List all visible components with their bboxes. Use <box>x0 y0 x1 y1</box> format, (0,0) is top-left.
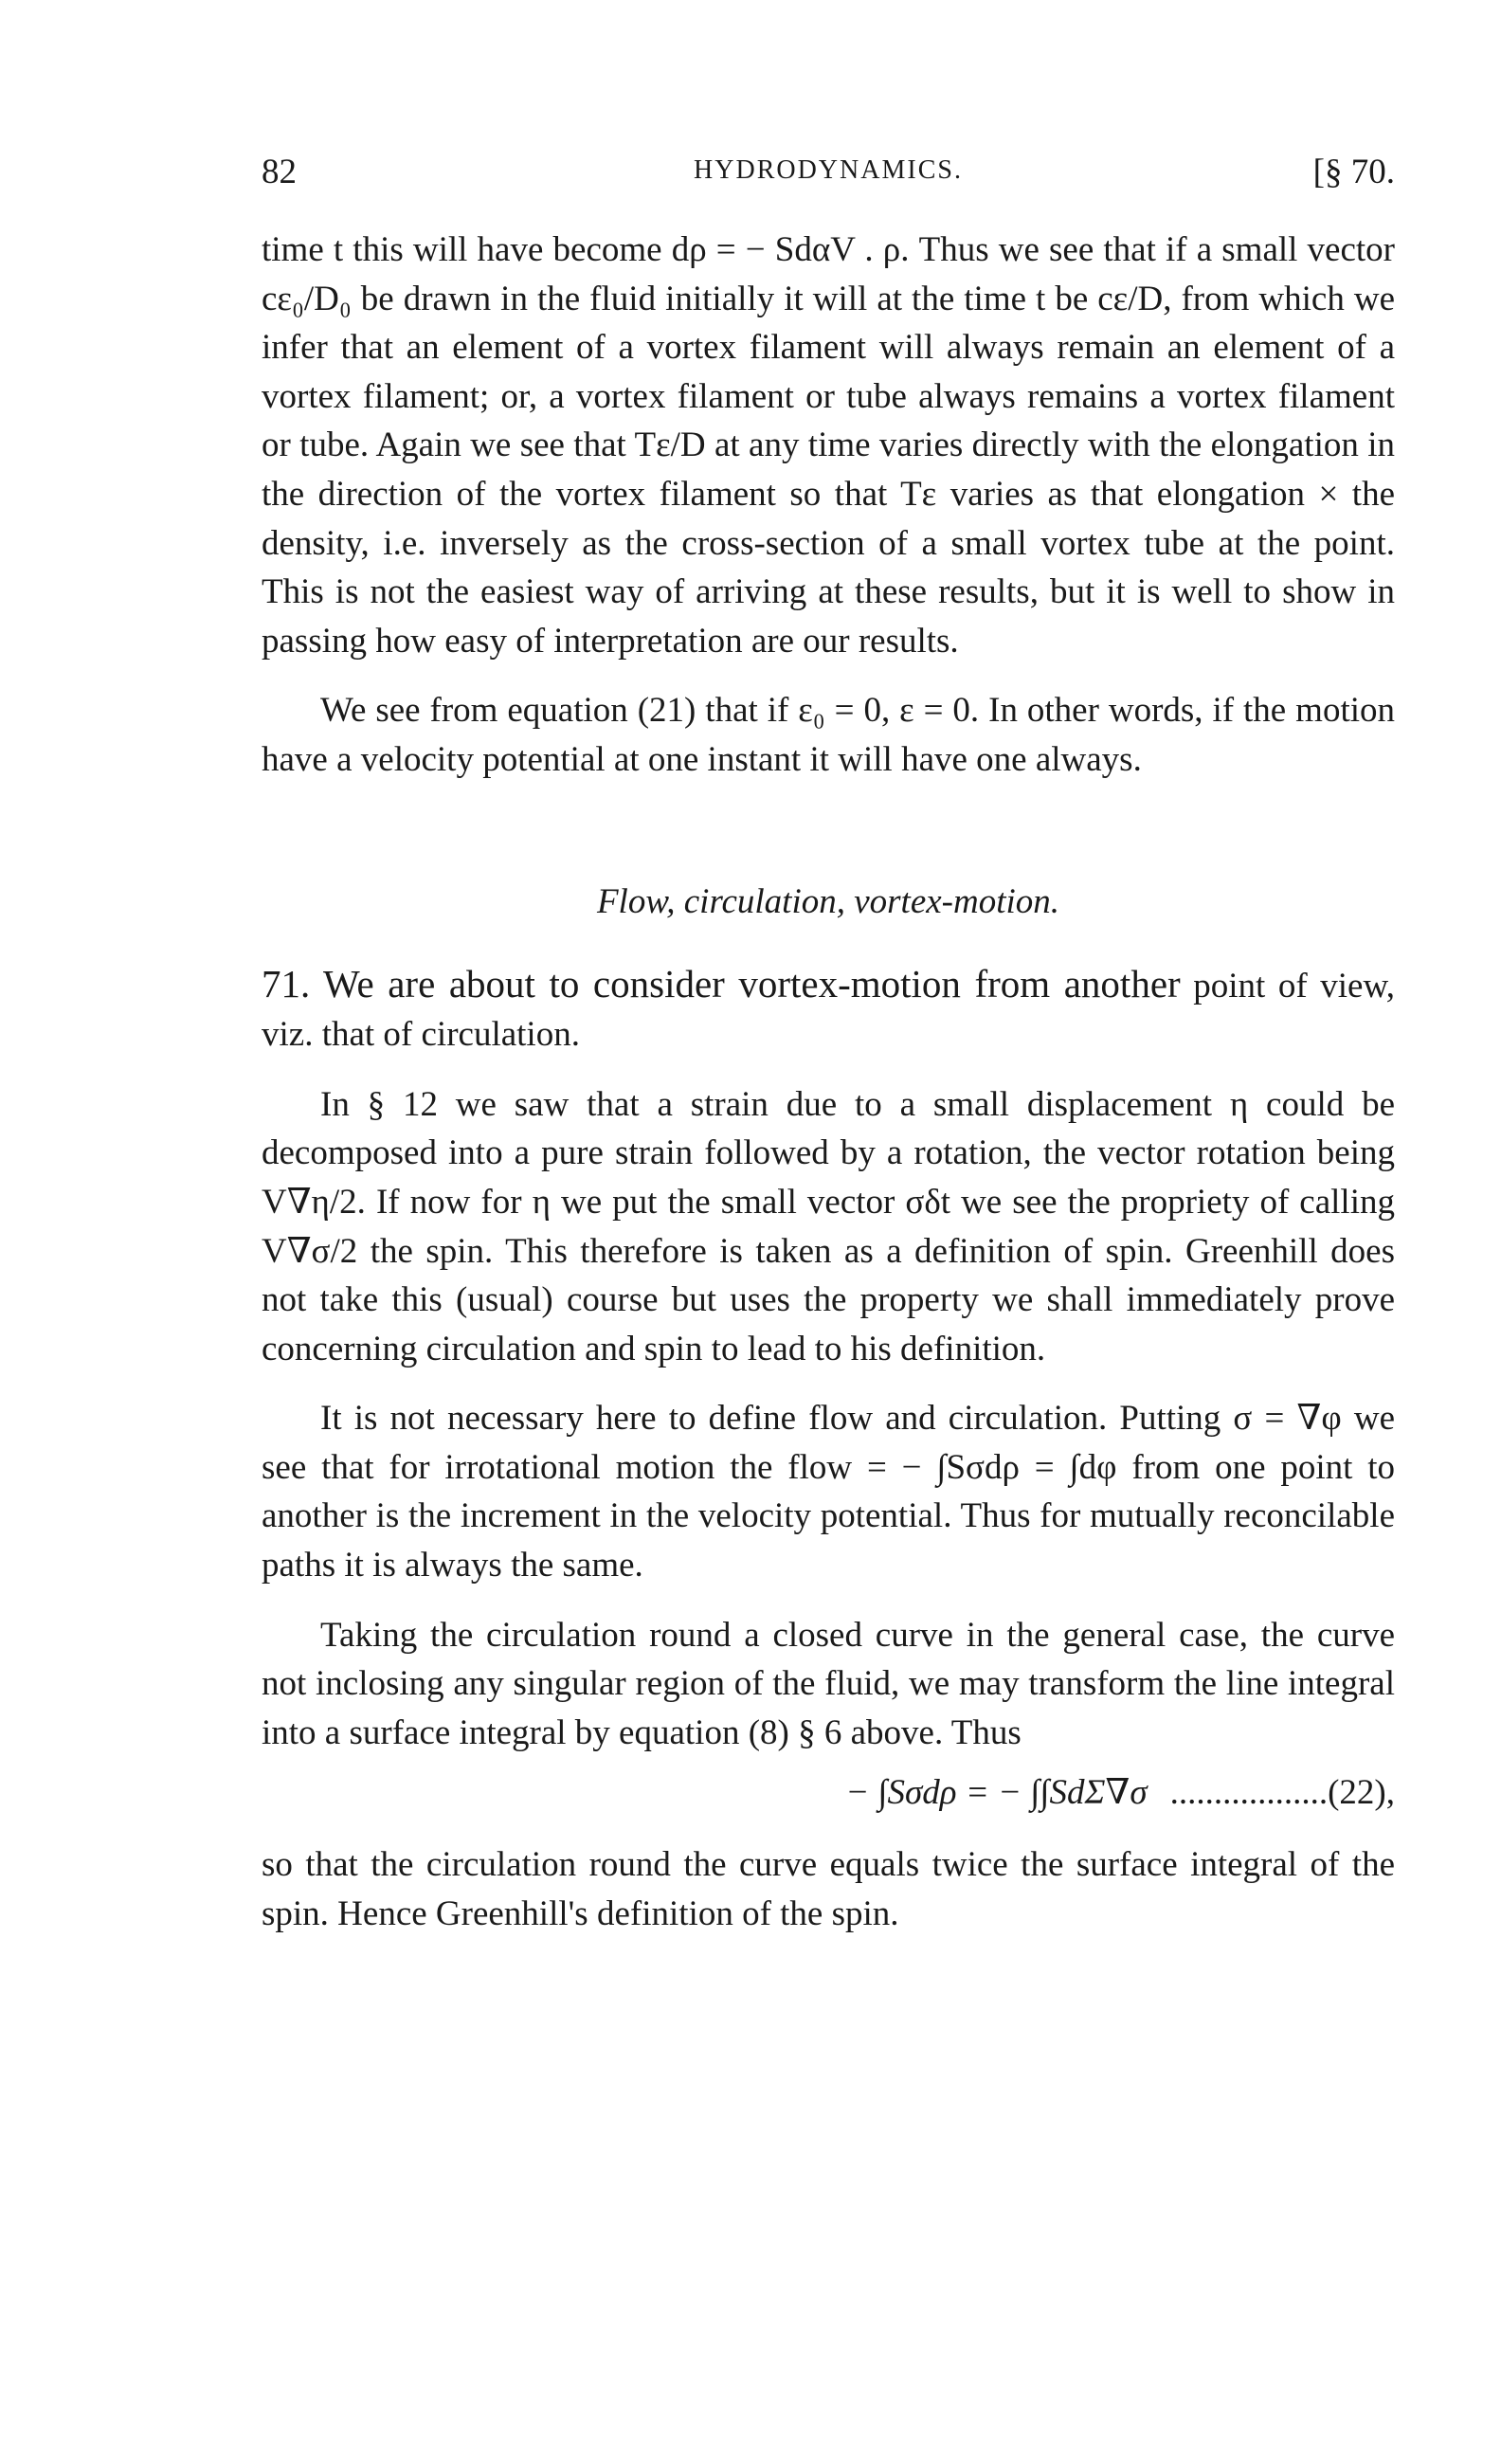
paragraph-velocity-potential: We see from equation (21) that if ε₀ = 0, ε = 0. In other words, if the motion have a velocity potential at one instant it will have one always. <box>262 691 1395 779</box>
header-title: HYDRODYNAMICS. <box>694 155 963 185</box>
equation-22 <box>262 1768 1395 1818</box>
article-71-rest: point of view, viz. that of circulation. <box>262 966 1396 1055</box>
article-71 <box>262 960 1395 1060</box>
section-reference: [§ 70. <box>1312 153 1395 191</box>
page-number: 82 <box>262 153 297 191</box>
paragraph-vortex-filament: time t this will have become dρ = − SdαV . ρ. Thus we see that if a small vector cε₀/D₀ be drawn in the fluid initially it will at the time t be cε/D, from which we infer that an element of a vortex filament will always remain an element of a vortex filament; or, a vortex filament or tube always remains a vortex filament or tube. Again we see that Tε/D at any time varies directly with the elongation in the direction of the vortex filament so that Tε varies as that elongation × the density, i.e. inversely as the cross-section of a small vortex tube at the point. This is not the easiest way of arriving at these results, but it is well to show in passing how easy of interpretation are our results. <box>262 230 1395 661</box>
paragraph-flow-circulation: It is not necessary here to define flow and circulation. Putting σ = ∇φ we see that for irrotational motion the flow = − ∫Sσdρ = ∫dφ from one point to another is the increment in the velocity potential. Thus for mutually reconcilable paths it is always the same. <box>262 1399 1395 1585</box>
paragraph-spin-definition: In § 12 we saw that a strain due to a small displacement η could be decomposed into a pure strain followed by a rotation, the vector rotation being V∇η/2. If now for η we put the small vector σδt we see the propriety of calling V∇σ/2 the spin. This therefore is taken as a definition of spin. Greenhill does not take this (usual) course but uses the property we shall immediately prove concerning circulation and spin to lead to his definition. <box>262 1084 1395 1368</box>
book-page <box>262 152 1395 1938</box>
article-71-lead: 71. We are about to consider vortex-motion from another <box>262 961 1181 1006</box>
section-heading: Flow, circulation, vortex-motion. <box>596 881 1060 921</box>
paragraph-closed-curve: Taking the circulation round a closed curve in the general case, the curve not inclosing any singular region of the fluid, we may transform the line integral into a surface integral by equation (8) § 6 above. Thus <box>262 1615 1395 1752</box>
running-head <box>262 152 1395 208</box>
equation-expression: − ∫Sσdρ = − ∫∫SdΣ∇σ <box>845 1773 1148 1813</box>
equation-number: ..................(22), <box>1169 1773 1395 1813</box>
paragraph-greenhill-definition: so that the circulation round the curve equals twice the surface integral of the spin. Hence Greenhill's definition of the spin. <box>262 1845 1395 1933</box>
